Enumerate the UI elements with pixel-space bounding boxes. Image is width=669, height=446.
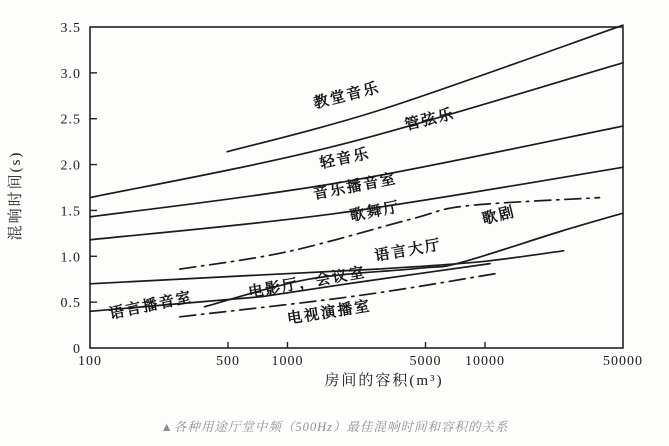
figure-caption: ▲各种用途厅堂中频（500Hz）最佳混响时间和容积的关系 <box>160 420 509 434</box>
y-tick-label: 3.0 <box>60 66 81 82</box>
y-tick-label: 0.5 <box>60 296 81 312</box>
curve-label-dance-hall: 歌舞厅 <box>348 199 402 225</box>
x-tick-label: 500 <box>216 354 241 369</box>
y-axis-title: 混响时间(s) <box>8 150 24 241</box>
y-tick-label: 1.5 <box>60 204 81 220</box>
curve-church-music <box>227 25 623 152</box>
x-tick-label: 1000 <box>271 354 304 369</box>
y-tick-label: 0 <box>73 342 81 357</box>
y-tick-label: 2.5 <box>60 112 81 128</box>
y-tick-label: 2.0 <box>60 158 81 174</box>
x-tick-label: 5000 <box>409 354 442 369</box>
x-tick-label: 100 <box>78 354 102 369</box>
curve-label-cinema-conference-room: 电影厅，会议室 <box>247 264 368 302</box>
curve-label-church-music: 教堂音乐 <box>312 80 382 113</box>
curve-label-music-broadcast-studio: 音乐播音室 <box>311 171 399 204</box>
curve-label-speech-broadcast-studio: 语言播音室 <box>107 289 195 323</box>
y-tick-label: 1.0 <box>60 250 81 266</box>
curve-label-speech-hall: 语言大厅 <box>373 237 444 265</box>
curve-label-orchestra: 管弦乐 <box>403 106 457 135</box>
curve-label-tv-studio: 电视演播室 <box>286 298 373 328</box>
curve-label-light-music: 轻音乐 <box>318 145 372 173</box>
y-tick-label: 3.5 <box>60 21 81 36</box>
x-tick-label: 10000 <box>464 354 505 369</box>
x-axis-title: 房间的容积(m³) <box>324 373 444 389</box>
x-tick-label: 50000 <box>603 354 643 369</box>
curve-label-opera: 歌剧 <box>480 204 518 228</box>
curve-orchestra <box>90 63 623 198</box>
